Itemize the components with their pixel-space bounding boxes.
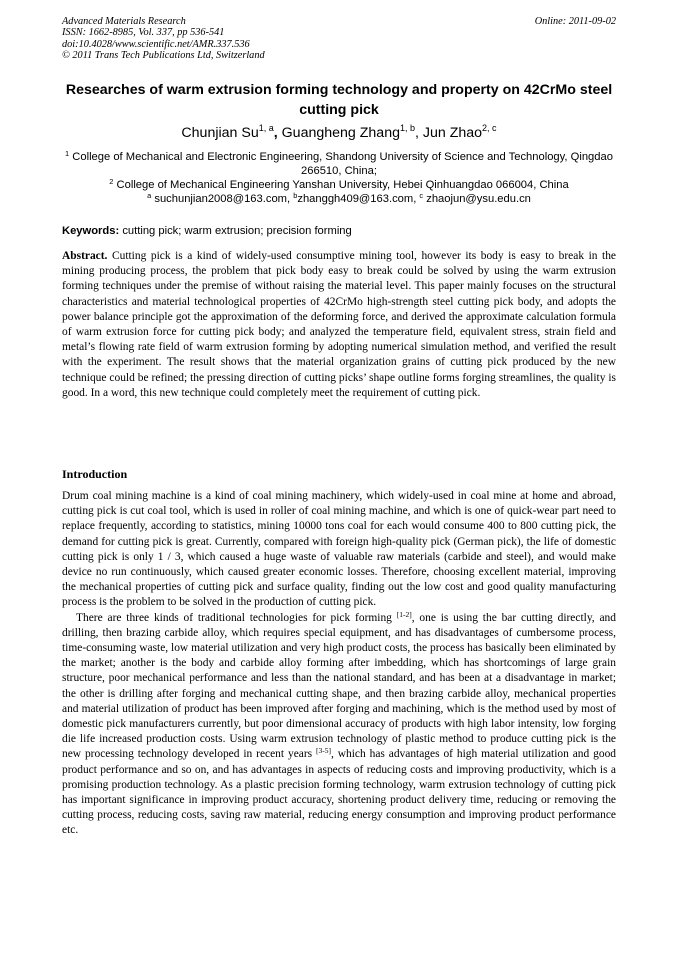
issn-line: ISSN: 1662-8985, Vol. 337, pp 536-541 (62, 27, 225, 39)
copyright-line: © 2011 Trans Tech Publications Ltd, Switzerland (62, 50, 265, 62)
citation-ref[interactable]: [1-2] (396, 609, 412, 619)
paper-title: Researches of warm extrusion forming technology and property on 42CrMo steel cutting pick (65, 82, 613, 118)
affiliation-text: College of Mechanical Engineering Yanshan University, Hebei Qinhuangdao 066004, China (116, 178, 569, 191)
journal-name: Advanced Materials Research (62, 16, 186, 27)
affiliations (62, 151, 616, 207)
journal-header (62, 16, 616, 62)
paragraph-text: , which has advantages of high material utilization and good product performance and so on, and has advantages in aspects of reducing costs and improving productivity, which is a promising production technology. As a plastic precision forming technology, warm extrusion technology of cutting pick has important significance in improving product accuracy, shortening product delivery time, reducing or removing the cutting process, reducing costs, saving raw material, reducing energy consumption and improving product performance etc. (62, 748, 617, 837)
email-link[interactable]: zhanggh409@163.com, (297, 192, 417, 205)
affiliation-2 (62, 176, 616, 193)
email-sup: c (419, 190, 424, 200)
affiliation-sup: 2 (109, 176, 114, 186)
email-sup: b (293, 190, 298, 200)
introduction-paragraph-1: Drum coal mining machine is a kind of coal mining machinery, which widely-used in coal mine at home and abroad, cutting pick is cut coal tool, which is used in roller of coal mining machine, and which is one of quick-wear part need to replace frequently, according to statistics, mining 10000 tons coal for each would consume 400 to 800 cutting pick, the demand for cutting pick is great. Currently, compared with foreign high-quality pick (German pick), the life of domestic cutting pick is only 1 / 3, which caused a huge waste of valuable raw materials (carbide and steel), and would make device no run continuously, which caused greater economic losses. Therefore, choosing excellent material, improving the mechanical properties of cutting pick and surface quality, finding out the low cost and good quality manufacturing process is the problem to be solved in the production of cutting pick. (62, 490, 616, 609)
paragraph-text: , one is using the bar cutting directly, and drilling, then brazing carbide alloy, which requires special equipment, and has disadvantages of cumbersome process, time-consuming waste, low material utilization and very high product costs, the process has basically been eliminated by the market; another is the body and carbide alloy forming after imbedding, which has shortcomings of large grain structure, poor mechanical performance and less than the national standard, and has been at a disadvantage in market; the other is drilling after forging and mechanical cutting shape, and then brazing carbide alloy, mechanical properties and material utilization of product has been improved after forging and machining, which is the method used by most of domestic pick manufacturers currently, but poor dimensional accuracy of products with high labor intensity, low forging die life increased production costs. Using warm extrusion technology of plastic method to produce cutting pick is the new processing technology developed in recent years (62, 611, 616, 761)
author-emails (62, 190, 616, 207)
author-sup: 1, b (399, 123, 415, 133)
keywords-text: cutting pick; warm extrusion; precision forming (122, 225, 352, 237)
introduction-body (62, 489, 616, 839)
doi-line: doi:10.4028/www.scientific.net/AMR.337.536 (62, 38, 250, 50)
affiliation-1 (62, 151, 616, 179)
author-sup: 2, c (482, 123, 497, 133)
keywords (62, 224, 616, 238)
email-link[interactable]: zhaojun@ysu.edu.cn (426, 192, 531, 205)
keywords-label: Keywords: (62, 225, 120, 237)
author-name: Chunjian Su (181, 125, 259, 141)
citation-ref[interactable]: [3-5] (316, 746, 332, 756)
introduction-paragraph-2 (62, 611, 616, 839)
abstract-text: Cutting pick is a kind of widely-used consumptive mining tool, however its body is easy to break in the mining producing process, the problem that pick body easy to break could be solved by using the warm extrusion forming techniques under the premise of without raising the material level. This paper mainly focuses on the structural characteristics and material technological properties of 42CrMo high-strength steel cutting pick body, and adopts the power balance principle got the approximation of the deforming force, and derived the approximate calculation formula of warm extrusion force for cutting pick body; and analyzed the temperature field, equivalent stress, strain field and metal’s flowing rate field of warm extrusion forming by adopting numerical simulation method, and verified the result with the experiment. The result shows that the material organization grains of cutting pick produced by the new technique could be refined; the pressing direction of cutting picks’ shape outline forms forging streamlines, the quality is good. In a word, this new technique could completely meet the requirement of cutting pick. (62, 250, 617, 399)
abstract (62, 249, 616, 401)
paragraph-text: There are three kinds of traditional technologies for pick forming (76, 611, 392, 624)
author-name: Guangheng Zhang (281, 125, 400, 141)
email-sup: a (147, 190, 152, 200)
introduction-heading: Introduction (62, 467, 128, 481)
author-list: Chunjian Su$^{1, a}$, Guangheng Zhang$^{1, b}$, Jun Zhao$^{2, c}$ (181, 123, 497, 141)
author-name: Jun Zhao (422, 125, 483, 141)
online-date: Online: 2011-09-02 (534, 16, 616, 27)
email-link[interactable]: suchunjian2008@163.com, (154, 192, 291, 205)
abstract-label: Abstract. (62, 250, 108, 262)
author-sup: 1, a (258, 123, 274, 133)
affiliation-sup: 1 (65, 149, 70, 158)
affiliation-text: College of Mechanical and Electronic Engineering, Shandong University of Science and Technology, Qingdao 266510, China; (72, 151, 613, 177)
